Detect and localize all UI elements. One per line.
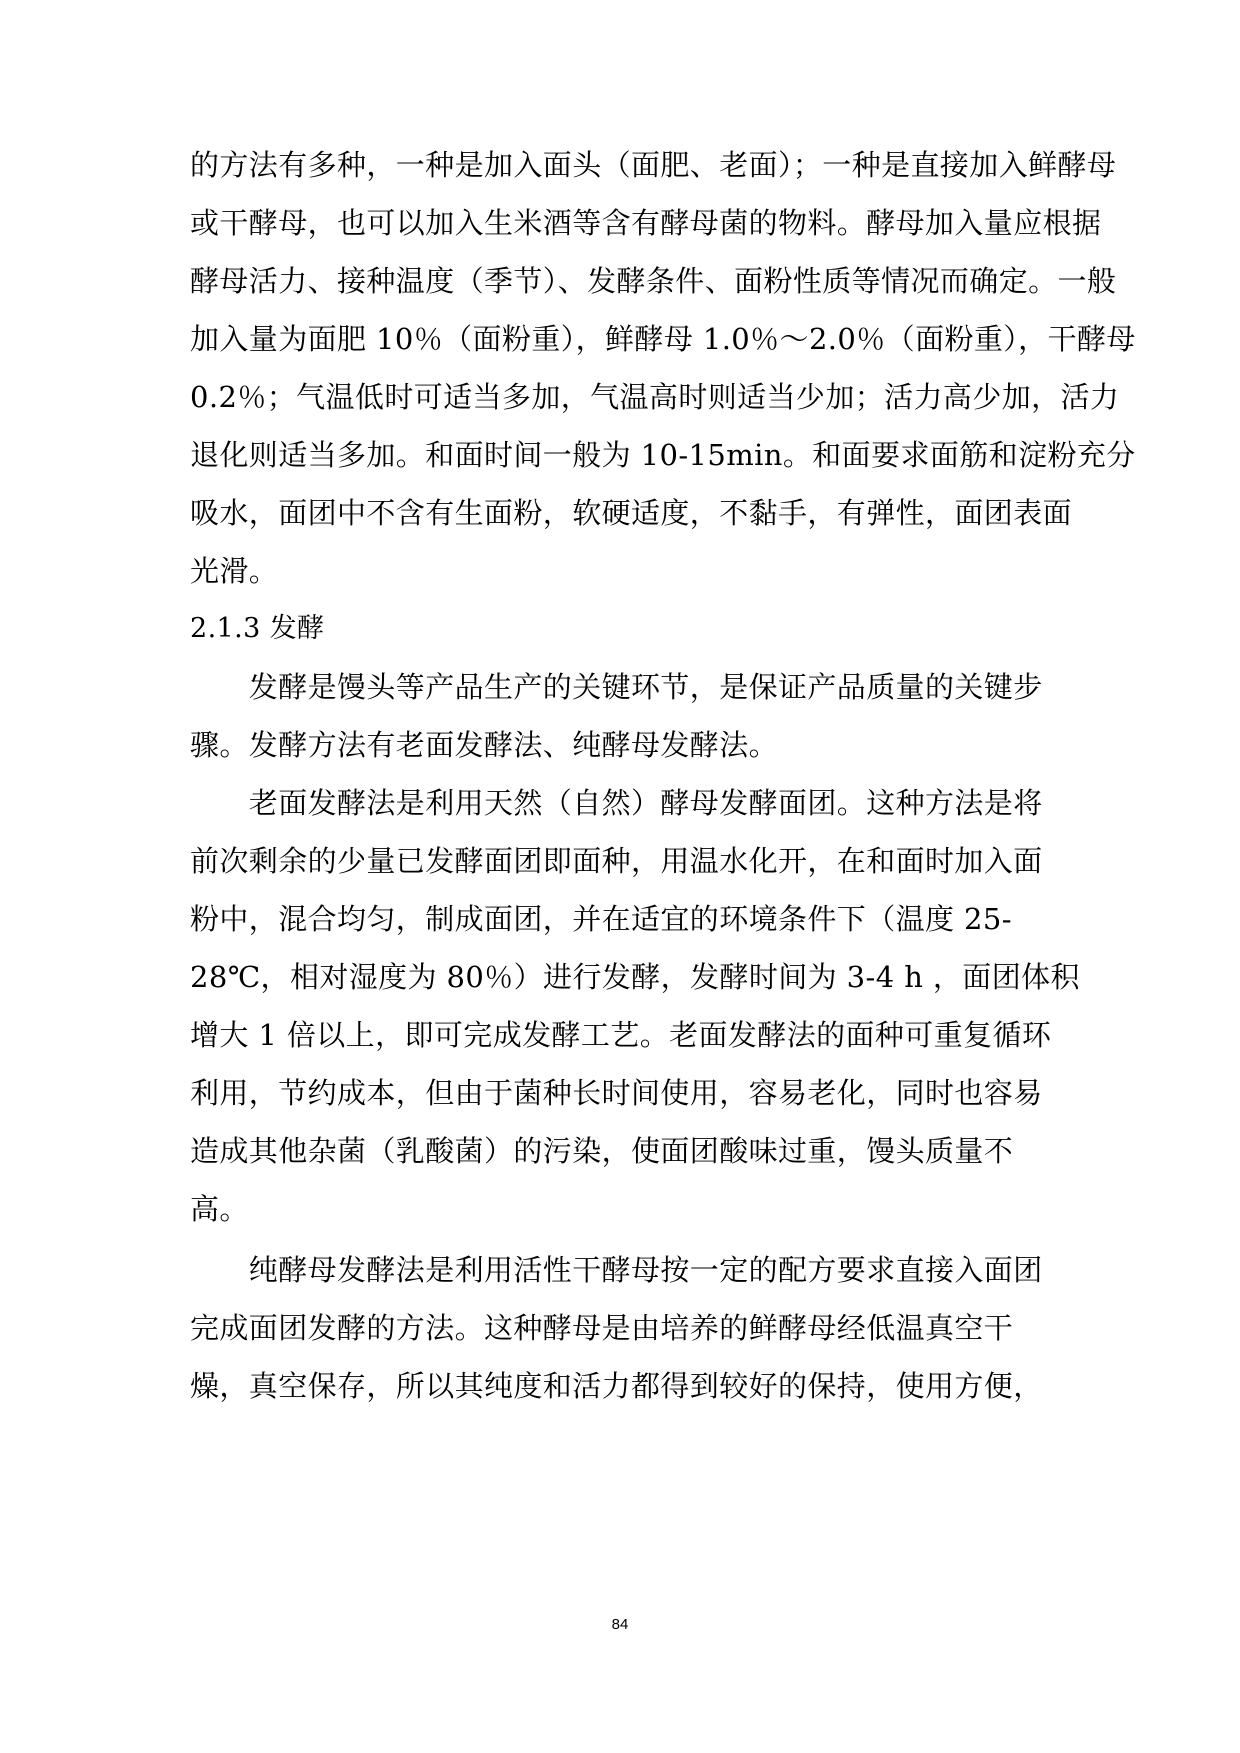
paragraph-line: 增大 1 倍以上，即可完成发酵工艺。老面发酵法的面种可重复循环: [190, 1018, 1052, 1052]
paragraph-line: 发酵是馒头等产品生产的关键环节，是保证产品质量的关键步: [190, 670, 1043, 704]
paragraph-line: 完成面团发酵的方法。这种酵母是由培养的鲜酵母经低温真空干: [190, 1311, 1014, 1345]
paragraph-line: 利用，节约成本，但由于菌种长时间使用，容易老化，同时也容易: [190, 1076, 1043, 1110]
paragraph-line: 燥，真空保存，所以其纯度和活力都得到较好的保持，使用方便，: [190, 1369, 1043, 1403]
page-number: 84: [611, 1616, 629, 1633]
paragraph-line: 粉中，混合均匀，制成面团，并在适宜的环境条件下（温度 25-: [190, 902, 1012, 936]
paragraph-line: 老面发酵法是利用天然（自然）酵母发酵面团。这种方法是将: [190, 786, 1043, 820]
paragraph-line: 的方法有多种，一种是加入面头（面肥、老面）；一种是直接加入鲜酵母: [190, 148, 1117, 182]
paragraph-line: 加入量为面肥 10％（面粉重），鲜酵母 1.0％～2.0％（面粉重），干酵母: [190, 322, 1136, 356]
section-heading: 2.1.3 发酵: [190, 613, 325, 644]
paragraph-line: 28℃，相对湿度为 80％）进行发酵，发酵时间为 3-4 h ，面团体积: [190, 960, 1080, 994]
paragraph-line: 酵母活力、接种温度（季节）、发酵条件、面粉性质等情况而确定。一般: [190, 264, 1117, 298]
paragraph-line: 纯酵母发酵法是利用活性干酵母按一定的配方要求直接入面团: [190, 1253, 1043, 1287]
paragraph-line: 0.2％；气温低时可适当多加，气温高时则适当少加；活力高少加，活力: [190, 380, 1120, 414]
paragraph-line: 造成其他杂菌（乳酸菌）的污染，使面团酸味过重，馒头质量不: [190, 1134, 1014, 1168]
paragraph-line: 退化则适当多加。和面时间一般为 10-15min。和面要求面筋和淀粉充分: [190, 438, 1136, 472]
paragraph-line: 高。: [190, 1192, 249, 1226]
paragraph-line: 前次剩余的少量已发酵面团即面种，用温水化开，在和面时加入面: [190, 844, 1043, 878]
paragraph-line: 光滑。: [190, 554, 279, 588]
paragraph-line: 骤。发酵方法有老面发酵法、纯酵母发酵法。: [190, 728, 779, 762]
paragraph-line: 或干酵母，也可以加入生米酒等含有酵母菌的物料。酵母加入量应根据: [190, 206, 1102, 240]
paragraph-line: 吸水，面团中不含有生面粉，软硬适度，不黏手，有弹性，面团表面: [190, 496, 1073, 530]
